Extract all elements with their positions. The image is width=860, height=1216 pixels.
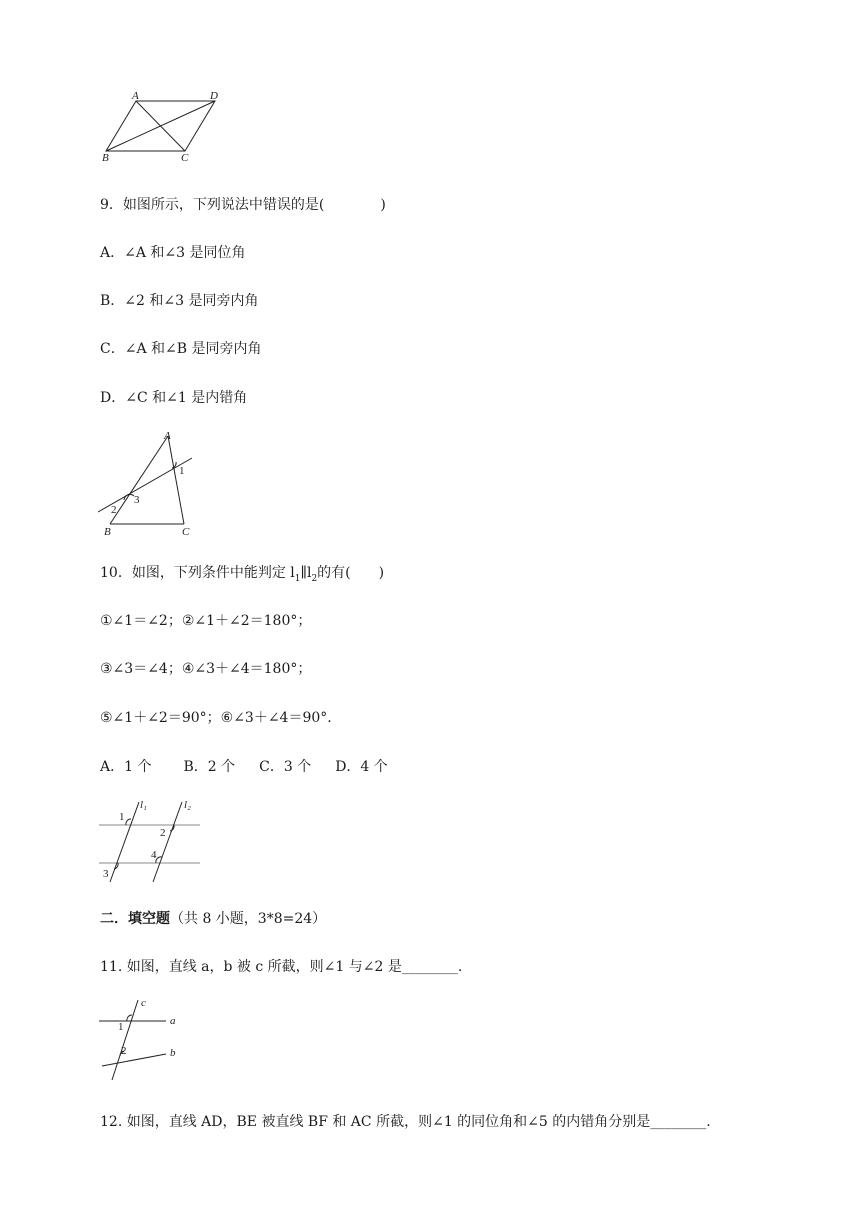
q10-stem: 10．如图，下列条件中能判定 $l_1\parallel l_2$的有( ) <box>100 565 385 584</box>
q9-option-b: B．∠2 和∠3 是同旁内角 <box>100 293 259 309</box>
section-2-header <box>100 910 326 928</box>
angle-2-label: 2 <box>121 1045 127 1057</box>
transversal-lines-figure <box>96 796 204 886</box>
q9-option-c: C．∠A 和∠B 是同旁内角 <box>100 341 262 357</box>
angle-1-label: 1 <box>179 465 185 477</box>
l1-subscript: 1 <box>294 573 301 584</box>
angle-3-label: 3 <box>103 868 109 880</box>
l2-subscript: 2 <box>311 573 318 584</box>
vertex-B-label: B <box>104 526 111 538</box>
angle-1-label: 1 <box>119 811 125 823</box>
vertex-C-label: C <box>182 526 190 538</box>
vertex-A-label: A <box>164 430 171 442</box>
q9-option-d: D．∠C 和∠1 是内错角 <box>100 390 248 406</box>
section-2-title: 二．填空题 <box>100 911 170 927</box>
angle-2-label: 2 <box>111 504 117 516</box>
vertex-B-label: B <box>102 152 109 164</box>
vertex-D-label: D <box>210 90 218 102</box>
vertex-C-label: C <box>181 152 189 164</box>
parallelogram-figure <box>98 88 228 164</box>
angle-3-label: 3 <box>134 494 140 506</box>
lines-abc-figure <box>96 996 186 1084</box>
angle-2-label: 2 <box>160 827 166 839</box>
q10-option-a: A．1 个 <box>100 759 152 775</box>
q12-stem: 12. 如图，直线 AD，BE 被直线 BF 和 AC 所截，则∠1 的同位角和∠5 的内错角分别是________. <box>100 1114 711 1130</box>
line-a-label: a <box>170 1015 176 1027</box>
vertex-A-label: A <box>132 90 139 102</box>
triangle-figure <box>96 428 206 540</box>
line-l2-label: l₂ <box>184 799 191 811</box>
line-b-label: b <box>170 1047 176 1059</box>
angle-4-label: 4 <box>151 849 157 861</box>
line-l1-label: l₁ <box>140 799 147 811</box>
q10-option-d: D．4 个 <box>335 759 388 775</box>
angle-1-label: 1 <box>118 1021 124 1033</box>
q9-stem: 9．如图所示，下列说法中错误的是( ) <box>100 197 386 213</box>
q10-condition-line-2: ③∠3＝∠4；④∠3＋∠4＝180°； <box>100 661 312 677</box>
q11-stem: 11. 如图，直线 a，b 被 c 所截，则∠1 与∠2 是________. <box>100 959 463 975</box>
q10-option-b: B．2 个 <box>183 759 236 775</box>
q10-options <box>100 758 388 776</box>
q10-condition-line-3: ⑤∠1＋∠2＝90°；⑥∠3＋∠4＝90°. <box>100 710 332 726</box>
line-c-label: c <box>141 997 146 1009</box>
q9-option-a: A．∠A 和∠3 是同位角 <box>100 245 246 261</box>
section-2-note: （共 8 小题，3*8=24） <box>170 911 327 927</box>
q10-option-c: C．3 个 <box>259 759 312 775</box>
q10-condition-line-1: ①∠1＝∠2；②∠1＋∠2＝180°； <box>100 613 312 629</box>
